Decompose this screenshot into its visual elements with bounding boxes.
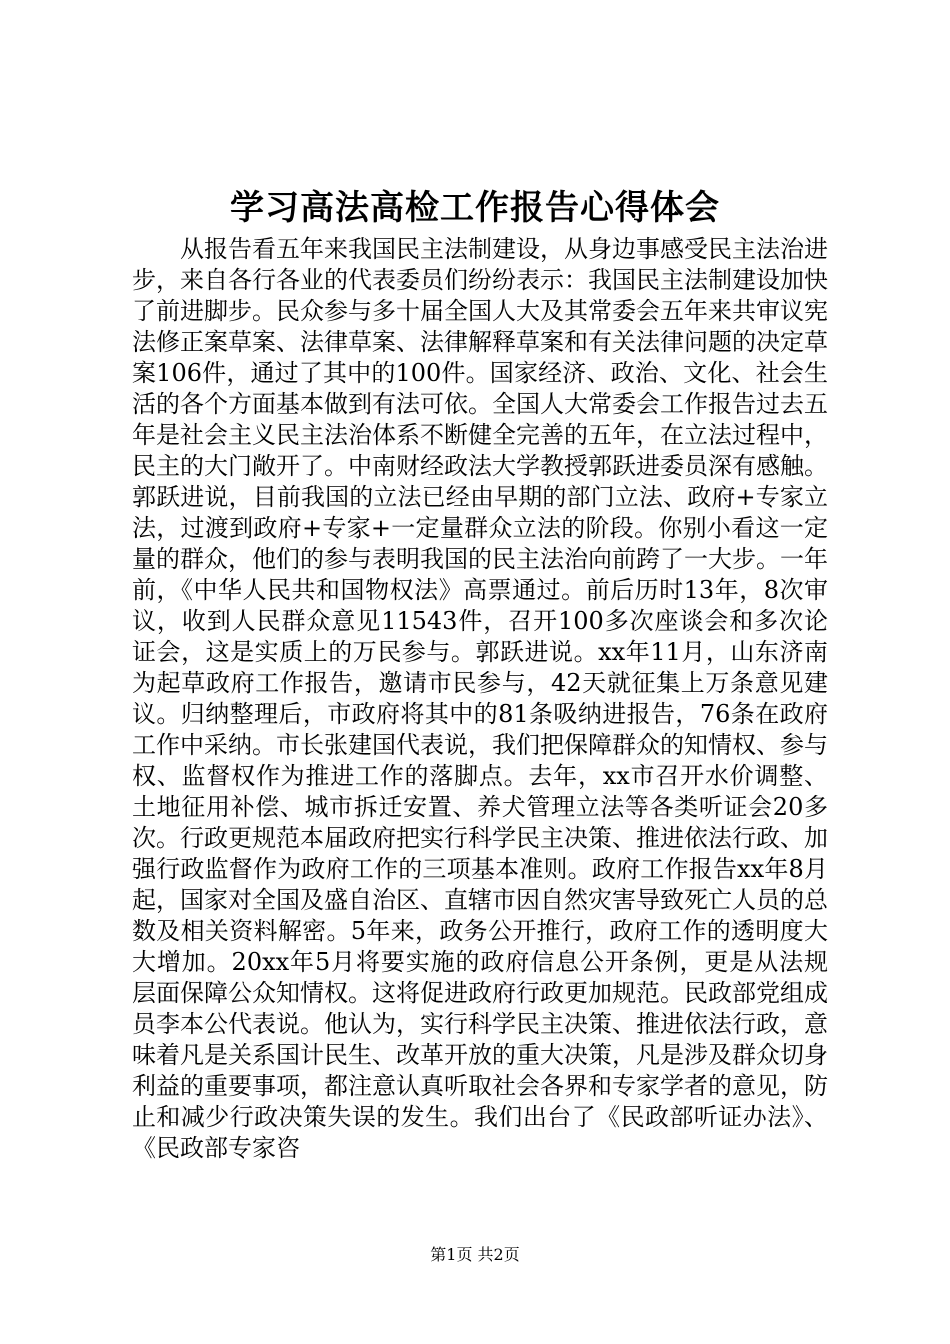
page-number-footer: 第1页 共2页 — [430, 1245, 520, 1264]
document-title: 学习高法高检工作报告心得体会 — [230, 188, 720, 228]
body-paragraph: 从报告看五年来我国民主法制建设，从身边事感受民主法治进步，来自各行各业的代表委员们纷纷表示：我国民主法制建设加快了前进脚步。民众参与多十届全国人大及其常委会五年来共审议宪法修正案草案、法律草案、法律解释草案和有关法律问题的决定草案106件，通过了其中的100件。国家经济、政治、文化、社会生活的各个方面基本做到有法可依。全国人大常委会工作报告过去五年是社会主义民主法治体系不断健全完善的五年，在立法过程中，民主的大门敞开了。中南财经政法大学教授郭跃进委员深有感触。郭跃进说，目前我国的立法已经由早期的部门立法、政府+专家立法，过渡到政府+专家+一定量群众立法的阶段。你别小看这一定量的群众，他们的参与表明我国的民主法治向前跨了一大步。一年前，《中华人民共和国物权法》高票通过。前后历时13年，8次审议，收到人民群众意见11543件，召开100多次座谈会和多次论证会，这是实质上的万民参与。郭跃进说。xx年11月，山东济南为起草政府工作报告，邀请市民参与，42天就征集上万条意见建议。归纳整理后，市政府将其中的81条吸纳进报告，76条在政府工作中采纳。市长张建国代表说，我们把保障群众的知情权、参与权、监督权作为推进工作的落脚点。去年，xx市召开水价调整、土地征用补偿、城市拆迁安置、养犬管理立法等各类听证会20多次。行政更规范本届政府把实行科学民主决策、推进依法行政、加强行政监督作为政府工作的三项基本准则。政府工作报告xx年8月起，国家对全国及盛自治区、直辖市因自然灾害导致死亡人员的总数及相关资料解密。5年来，政务公开推行，政府工作的透明度大大增加。20xx年5月将要实施的政府信息公开条例，更是从法规层面保障公众知情权。这将促进政府行政更加规范。民政部党组成员李本公代表说。他认为，实行科学民主决策、推进依法行政，意味着凡是关系国计民生、改革开放的重大决策，凡是涉及群众切身利益的重要事项，都注意认真听取社会各界和专家学者的意见，防止和减少行政决策失误的发生。我们出台了《民政部听证办法》、《民政部专家咨 — [132, 235, 828, 1162]
